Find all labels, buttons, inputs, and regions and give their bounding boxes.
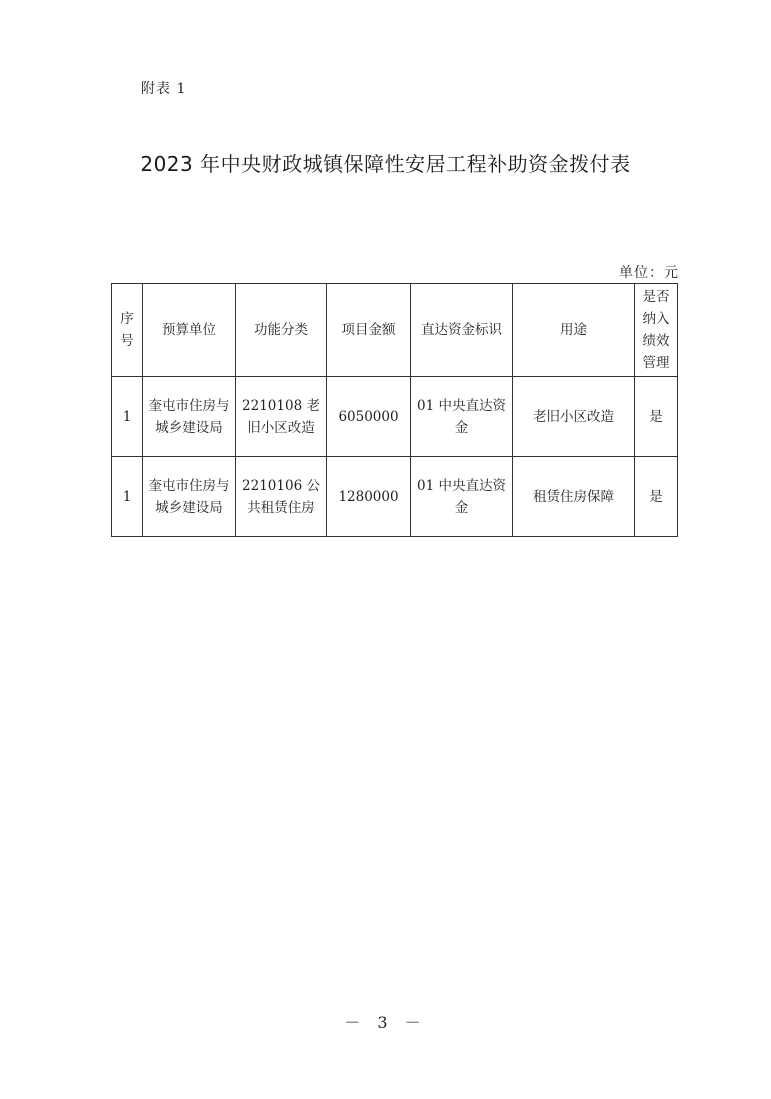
cell-seq: 1: [112, 377, 143, 457]
document-title: 2023 年中央财政城镇保障性安居工程补助资金拨付表: [140, 152, 631, 176]
cell-direct-fund-flag: 01 中央直达资金: [411, 377, 513, 457]
header-direct-fund-flag: 直达资金标识: [411, 284, 513, 377]
header-project-amount: 项目金额: [327, 284, 411, 377]
unit-note: 单位：元: [619, 265, 679, 281]
cell-performance-managed: 是: [635, 377, 678, 457]
cell-purpose: 老旧小区改造: [513, 377, 635, 457]
cell-direct-fund-flag: 01 中央直达资金: [411, 457, 513, 537]
header-function-category: 功能分类: [236, 284, 327, 377]
cell-function-category: 2210106 公共租赁住房: [236, 457, 327, 537]
cell-budget-unit: 奎屯市住房与城乡建设局: [143, 457, 236, 537]
table-row: [112, 377, 678, 457]
cell-budget-unit: 奎屯市住房与城乡建设局: [143, 377, 236, 457]
grant-table: [111, 283, 678, 537]
cell-project-amount: 1280000: [327, 457, 411, 537]
header-budget-unit: 预算单位: [143, 284, 236, 377]
cell-seq: 1: [112, 457, 143, 537]
attachment-label: 附表 1: [141, 81, 187, 97]
cell-purpose: 租赁住房保障: [513, 457, 635, 537]
header-seq: 序号: [112, 284, 143, 377]
cell-project-amount: 6050000: [327, 377, 411, 457]
header-purpose: 用途: [513, 284, 635, 377]
page-number: － 3 －: [344, 1013, 427, 1032]
header-performance-managed: 是否纳入绩效管理: [635, 284, 678, 377]
table-header-row: [112, 284, 678, 377]
cell-function-category: 2210108 老旧小区改造: [236, 377, 327, 457]
cell-performance-managed: 是: [635, 457, 678, 537]
table-row: [112, 457, 678, 537]
